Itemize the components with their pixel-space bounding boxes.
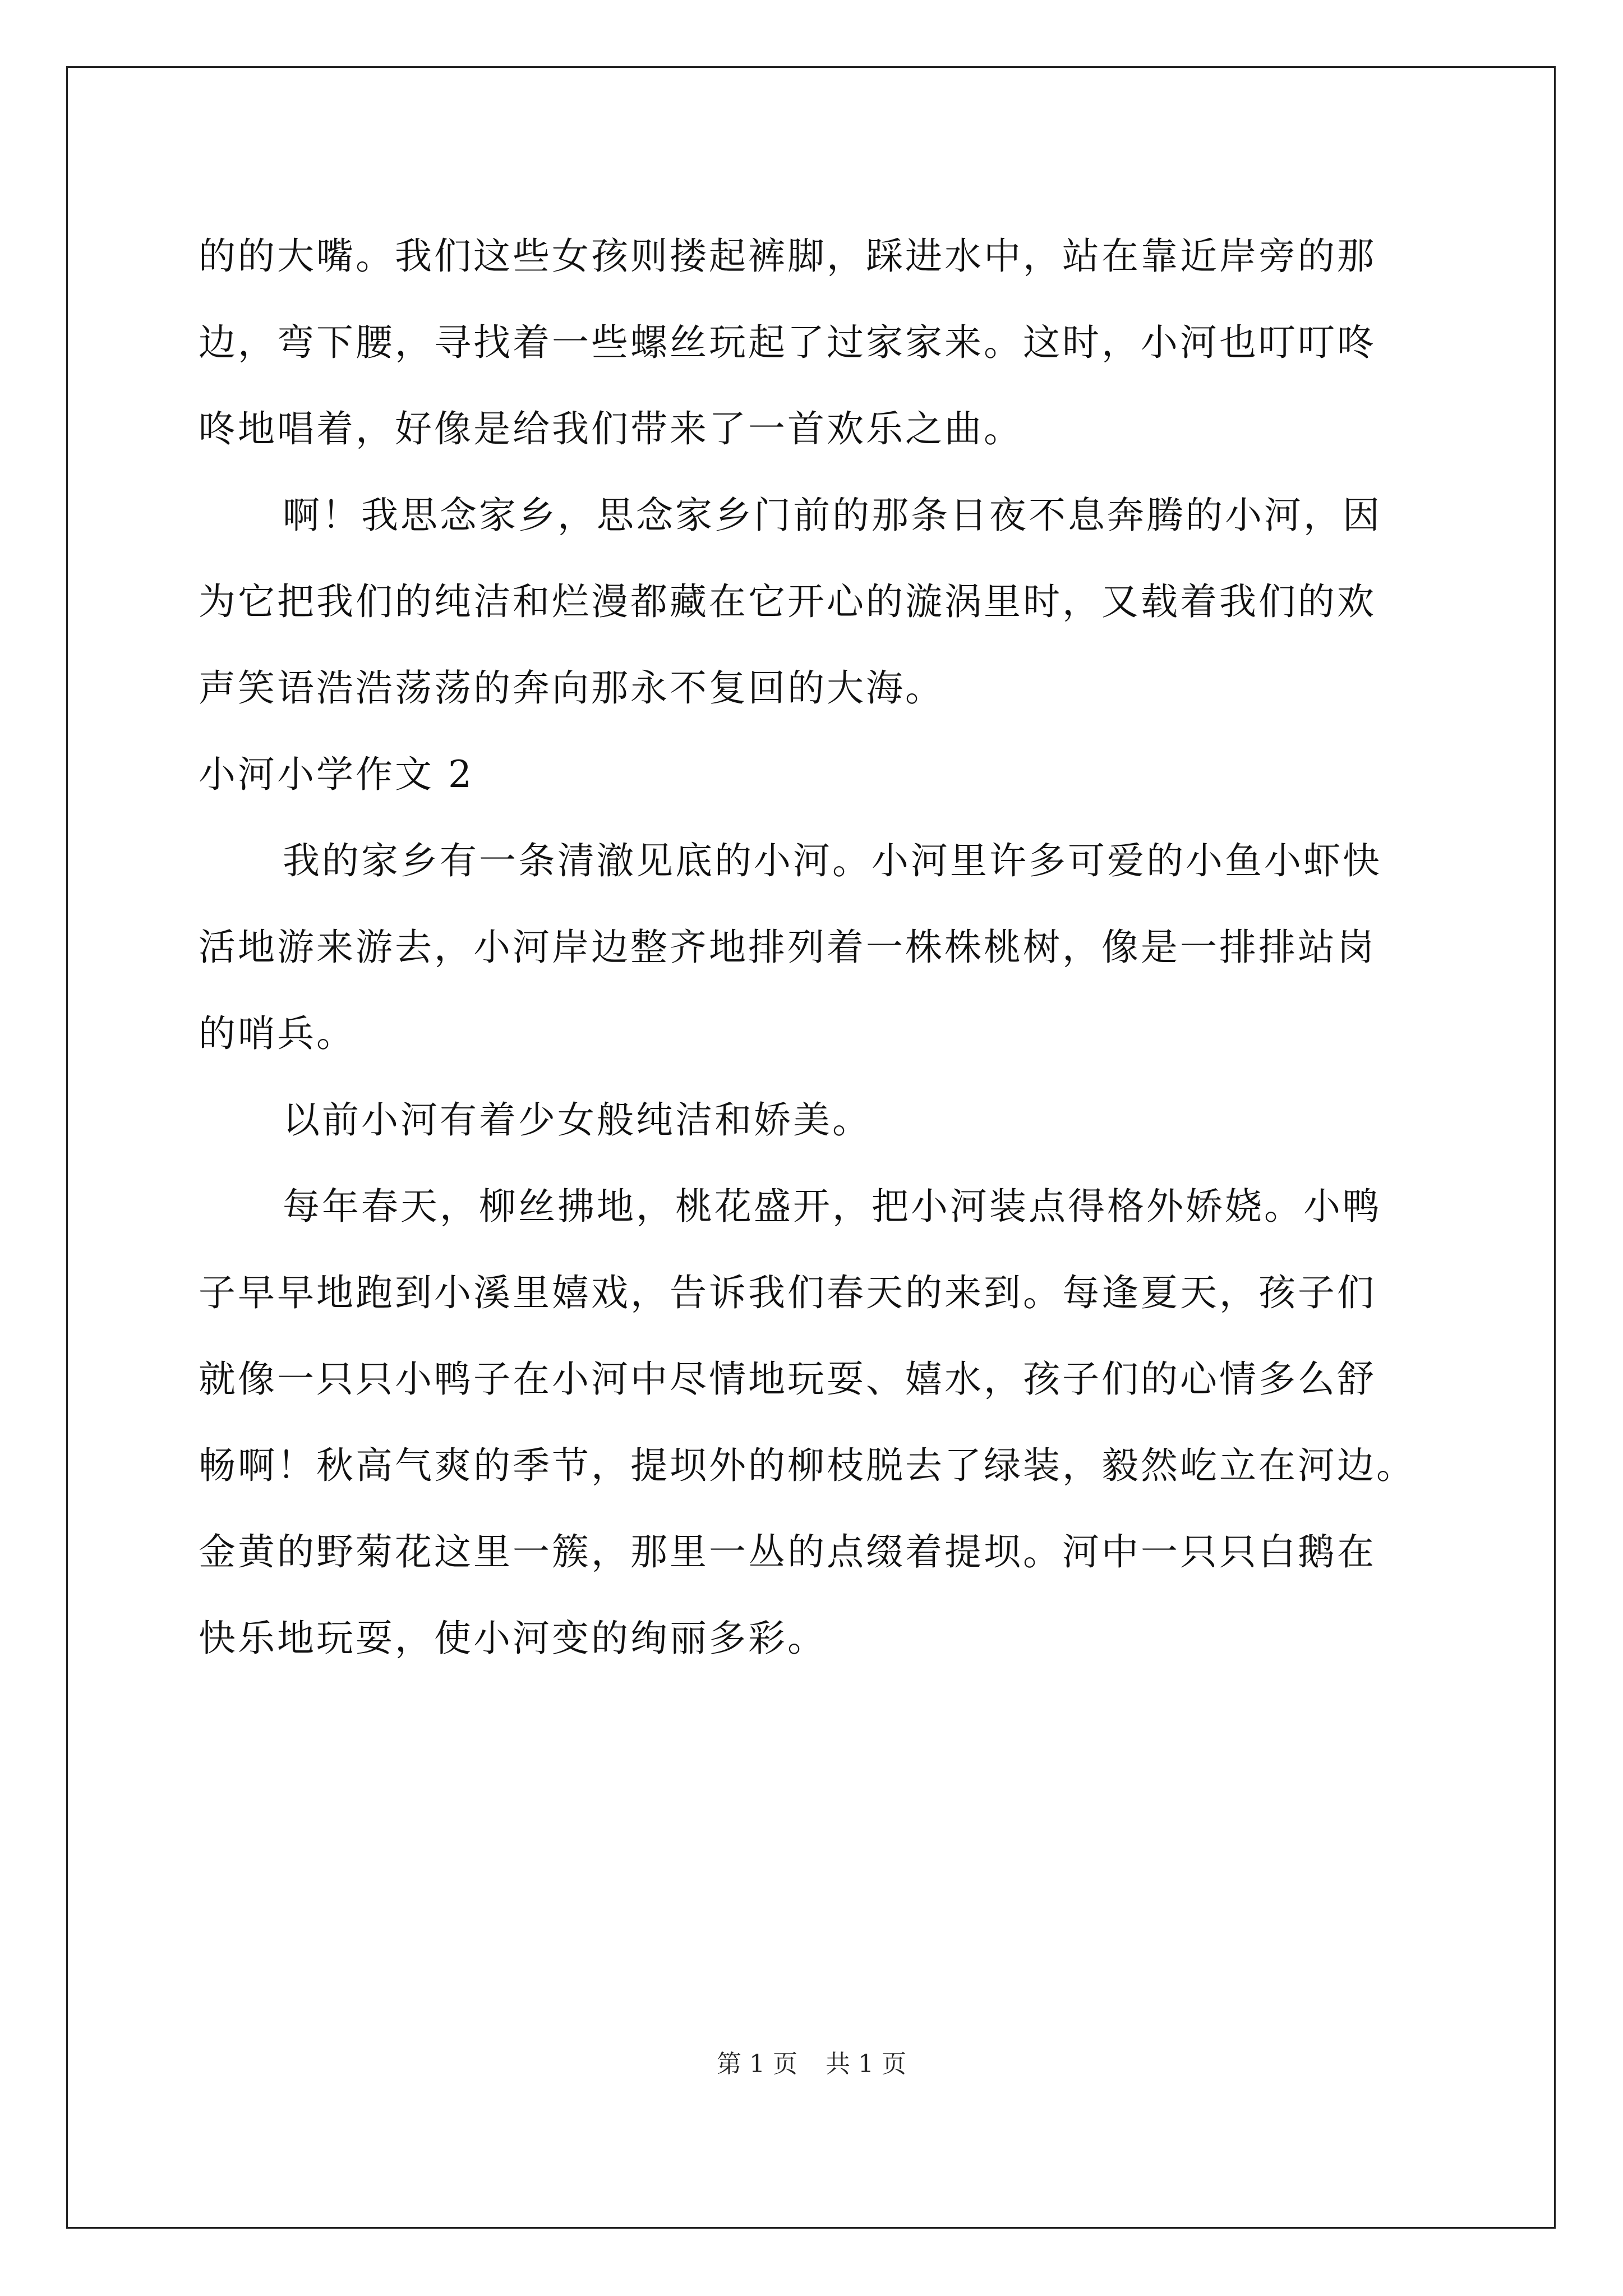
text-line: 就像一只只小鸭子在小河中尽情地玩耍、嬉水，孩子们的心情多么舒 [199,1358,1376,1401]
section-title: 小河小学作文 2 [199,753,474,796]
text-line: 的的大嘴。我们这些女孩则搂起裤脚，踩进水中，站在靠近岸旁的那 [199,234,1376,278]
text-line: 边，弯下腰，寻找着一些螺丝玩起了过家家来。这时，小河也叮叮咚 [199,321,1376,364]
text-line: 咚地唱着，好像是给我们带来了一首欢乐之曲。 [199,407,1023,450]
text-line: 活地游来游去，小河岸边整齐地排列着一株株桃树，像是一排排站岗 [199,926,1376,969]
text-line: 我的家乡有一条清澈见底的小河。小河里许多可爱的小鱼小虾快 [283,839,1382,882]
text-line: 快乐地玩耍，使小河变的绚丽多彩。 [199,1617,827,1660]
text-line: 子早早地跑到小溪里嬉戏，告诉我们春天的来到。每逢夏天，孩子们 [199,1271,1376,1314]
text-line: 啊！我思念家乡，思念家乡门前的那条日夜不息奔腾的小河，因 [283,494,1382,537]
text-line: 的哨兵。 [199,1012,356,1055]
text-line: 金黄的野菊花这里一簇，那里一丛的点缀着提坝。河中一只只白鹅在 [199,1530,1376,1573]
page-footer [0,2047,1623,2081]
text-line: 以前小河有着少女般纯洁和娇美。 [283,1098,872,1142]
document-body [199,213,1432,1682]
text-line: 畅啊！秋高气爽的季节，提坝外的柳枝脱去了绿装，毅然屹立在河边。 [199,1444,1415,1487]
page-total: 共 1 页 [826,2050,906,2078]
text-line: 为它把我们的纯洁和烂漫都藏在它开心的漩涡里时，又载着我们的欢 [199,580,1376,623]
page-number: 第 1 页 [717,2050,797,2078]
text-line: 声笑语浩浩荡荡的奔向那永不复回的大海。 [199,666,944,710]
text-line: 每年春天，柳丝拂地，桃花盛开，把小河装点得格外娇娆。小鸭 [283,1185,1382,1228]
